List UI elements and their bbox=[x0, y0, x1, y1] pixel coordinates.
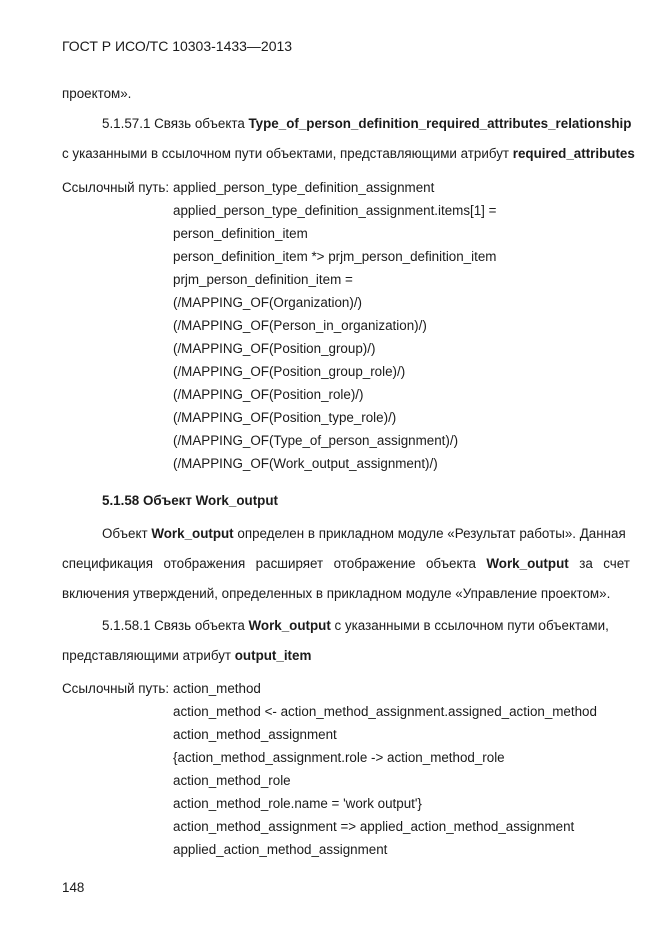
path-line: action_method <- action_method_assignment.assigned_action_method bbox=[173, 704, 597, 719]
word: отображение bbox=[333, 556, 416, 571]
path-line: applied_person_type_definition_assignment bbox=[173, 180, 435, 195]
path-line: (/MAPPING_OF(Position_group_role)/) bbox=[173, 364, 406, 379]
path-line: (/MAPPING_OF(Position_type_role)/) bbox=[173, 410, 397, 425]
path-line: (/MAPPING_OF(Position_group)/) bbox=[173, 341, 376, 356]
path-line: person_definition_item bbox=[173, 226, 308, 241]
entity-name: Work_output bbox=[248, 618, 331, 633]
section-5-1-58-1-title bbox=[102, 618, 609, 634]
section-text: представляющими атрибут bbox=[62, 648, 235, 663]
path-line: action_method_role bbox=[173, 773, 291, 788]
path-line: applied_person_type_definition_assignment.items[1] = bbox=[173, 203, 497, 218]
section-text: с указанными в ссылочном пути объектами, представляющими атрибут bbox=[62, 146, 513, 161]
attribute-name: required_attributes bbox=[512, 146, 635, 161]
section-text: 5.1.58.1 Связь объекта bbox=[102, 618, 249, 633]
section-5-1-58-paragraph-line2 bbox=[62, 556, 630, 572]
path-line: action_method_role.name = 'work output'} bbox=[173, 796, 422, 811]
paragraph-text: Объект bbox=[102, 526, 152, 541]
attribute-name: output_item bbox=[234, 648, 312, 663]
path-line: (/MAPPING_OF(Position_role)/) bbox=[173, 387, 364, 402]
path-line: (/MAPPING_OF(Work_output_assignment)/) bbox=[173, 456, 438, 471]
path-line: (/MAPPING_OF(Organization)/) bbox=[173, 295, 362, 310]
path-line: prjm_person_definition_item = bbox=[173, 272, 353, 287]
word: расширяет bbox=[255, 556, 324, 571]
entity-name: Work_output bbox=[486, 556, 569, 571]
path-line: action_method_assignment => applied_action_method_assignment bbox=[173, 819, 575, 834]
path-line: (/MAPPING_OF(Type_of_person_assignment)/) bbox=[173, 433, 459, 448]
paragraph-text: определен в прикладном модуле «Результат работы». Данная bbox=[233, 526, 626, 541]
section-5-1-58-1-line2 bbox=[62, 648, 311, 664]
word: спецификация bbox=[62, 556, 154, 571]
document-header: ГОСТ Р ИСО/ТС 10303-1433—2013 bbox=[62, 38, 293, 54]
word: счет bbox=[603, 556, 630, 571]
path-line: action_method bbox=[173, 681, 261, 696]
path-line: action_method_assignment bbox=[173, 727, 337, 742]
word: отображения bbox=[163, 556, 246, 571]
section-5-1-57-1-title bbox=[102, 116, 631, 132]
reference-path-label: Ссылочный путь: bbox=[62, 180, 170, 195]
section-text: 5.1.57.1 Связь объекта bbox=[102, 116, 249, 131]
word: за bbox=[579, 556, 593, 571]
entity-name: Type_of_person_definition_required_attributes_relationship bbox=[248, 116, 632, 131]
path-line: applied_action_method_assignment bbox=[173, 842, 388, 857]
path-line: (/MAPPING_OF(Person_in_organization)/) bbox=[173, 318, 427, 333]
reference-path-label: Ссылочный путь: bbox=[62, 681, 170, 696]
entity-name: Work_output bbox=[151, 526, 234, 541]
section-5-1-58-heading: 5.1.58 Объект Work_output bbox=[102, 493, 278, 508]
path-line: {action_method_assignment.role -> action_method_role bbox=[173, 750, 505, 765]
section-text: с указанными в ссылочном пути объектами, bbox=[330, 618, 609, 633]
paragraph-ending: проектом». bbox=[62, 86, 132, 101]
path-line: person_definition_item *> prjm_person_definition_item bbox=[173, 249, 497, 264]
word: объекта bbox=[425, 556, 476, 571]
section-5-1-57-1-line2 bbox=[62, 146, 635, 162]
section-5-1-58-paragraph-line3: включения утверждений, определенных в прикладном модуле «Управление проектом». bbox=[62, 586, 611, 601]
page-number: 148 bbox=[62, 880, 85, 895]
section-5-1-58-paragraph-line1 bbox=[102, 526, 626, 542]
